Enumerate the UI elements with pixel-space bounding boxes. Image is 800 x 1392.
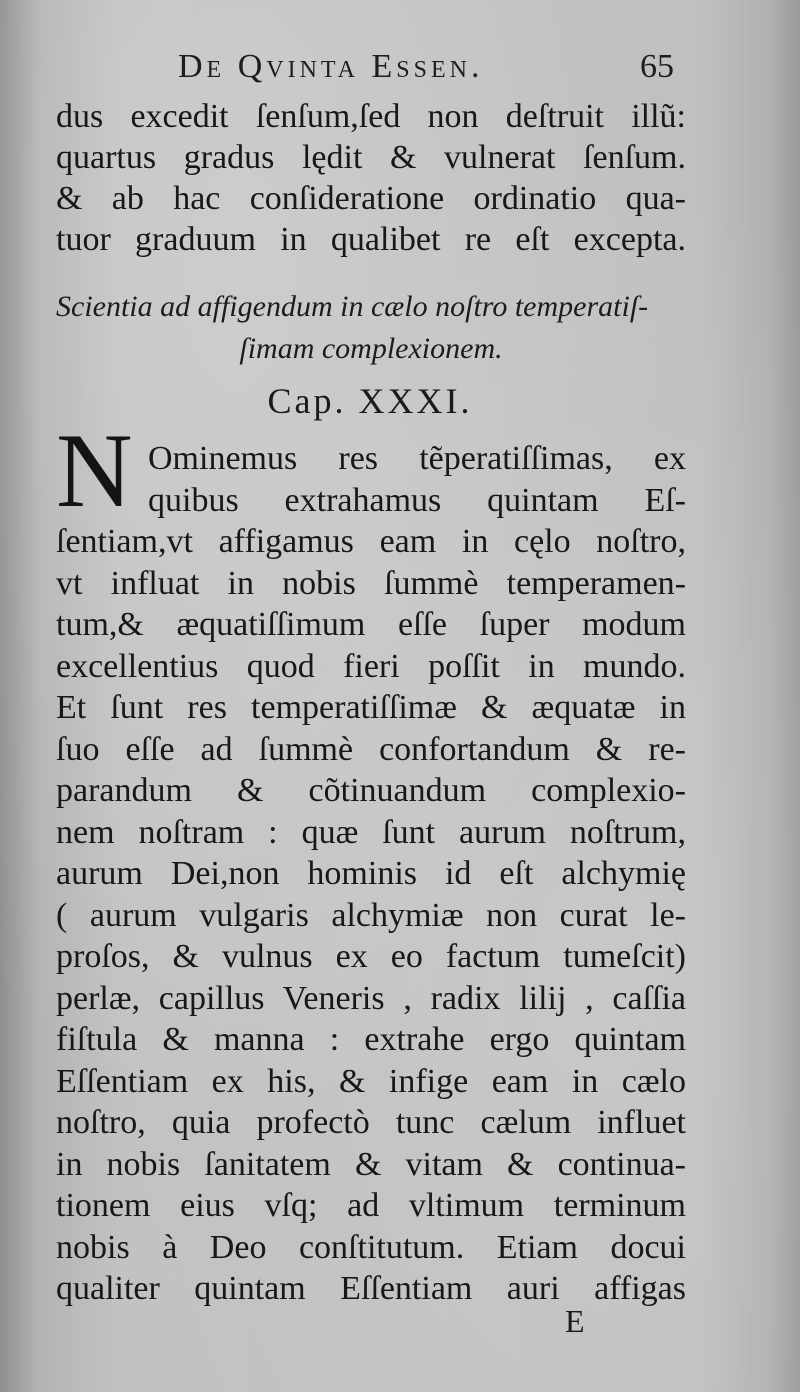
text-line: vt influat in nobis ſummè temperamen- bbox=[56, 564, 686, 602]
page-number: 65 bbox=[640, 48, 674, 85]
section-subtitle bbox=[56, 286, 686, 370]
text-line: & ab hac conſideratione ordinatio qua- bbox=[56, 180, 686, 217]
page-header bbox=[0, 48, 800, 92]
subtitle-line: Scientia ad affigendum in cælo noſtro temperatiſ- bbox=[56, 290, 649, 323]
text-line: noſtro, quia profectò tunc cælum influet bbox=[56, 1104, 686, 1141]
text-line: tionem eius vſq; ad vltimum terminum bbox=[56, 1187, 686, 1224]
drop-cap: N bbox=[56, 412, 133, 529]
catchword: E bbox=[565, 1303, 585, 1339]
text-line: ( aurum vulgaris alchymiæ non curat le- bbox=[56, 896, 686, 934]
text-line: Eſſentiam ex his, & infige eam in cælo bbox=[56, 1062, 686, 1100]
text-line: fiſtula & manna : extrahe ergo quintam bbox=[56, 1021, 686, 1058]
text-line: perlæ, capillus Veneris , radix lilij , caſſia bbox=[56, 979, 686, 1017]
subtitle-line: ſimam complexionem. bbox=[239, 332, 503, 365]
text-line: aurum Dei,non hominis id eſt alchymię bbox=[56, 855, 686, 892]
text-line: qualiter quintam Eſſentiam auri affigas bbox=[56, 1270, 686, 1307]
text-line: ſuo eſſe ad ſummè confortandum & re- bbox=[56, 730, 686, 768]
text-line: proſos, & vulnus ex eo factum tumeſcit) bbox=[56, 938, 686, 975]
text-line: nem noſtram : quæ ſunt aurum noſtrum, bbox=[56, 813, 686, 851]
text-line: quartus gradus lędit & vulnerat ſenſum. bbox=[56, 139, 686, 176]
text-line: excellentius quod fieri poſſit in mundo. bbox=[56, 647, 686, 685]
chapter-body bbox=[56, 438, 686, 1310]
text-line: ſentiam,vt affigamus eam in cęlo noſtro, bbox=[56, 523, 686, 560]
text-line: in nobis ſanitatem & vitam & continua- bbox=[56, 1145, 686, 1183]
text-line: Et ſunt res temperatiſſimæ & æquatæ in bbox=[56, 689, 686, 726]
continued-paragraph bbox=[56, 96, 686, 260]
text-line: dus excedit ſenſum,ſed non deſtruit illũ: bbox=[56, 98, 686, 135]
running-title: De Qvinta Essen. bbox=[178, 48, 484, 85]
text-line: nobis à Deo conſtitutum. Etiam docui bbox=[56, 1228, 686, 1266]
text-line: parandum & cõtinuandum complexio- bbox=[56, 772, 686, 809]
text-line: quibus extrahamus quintam Eſ- bbox=[148, 481, 686, 519]
text-line: tuor graduum in qualibet re eſt excepta. bbox=[56, 221, 686, 258]
chapter-heading: Cap. XXXI. bbox=[267, 381, 473, 421]
text-line: tum,& æquatiſſimum eſſe ſuper modum bbox=[56, 606, 686, 643]
text-line: Ominemus res tẽperatiſſimas, ex bbox=[148, 440, 686, 477]
